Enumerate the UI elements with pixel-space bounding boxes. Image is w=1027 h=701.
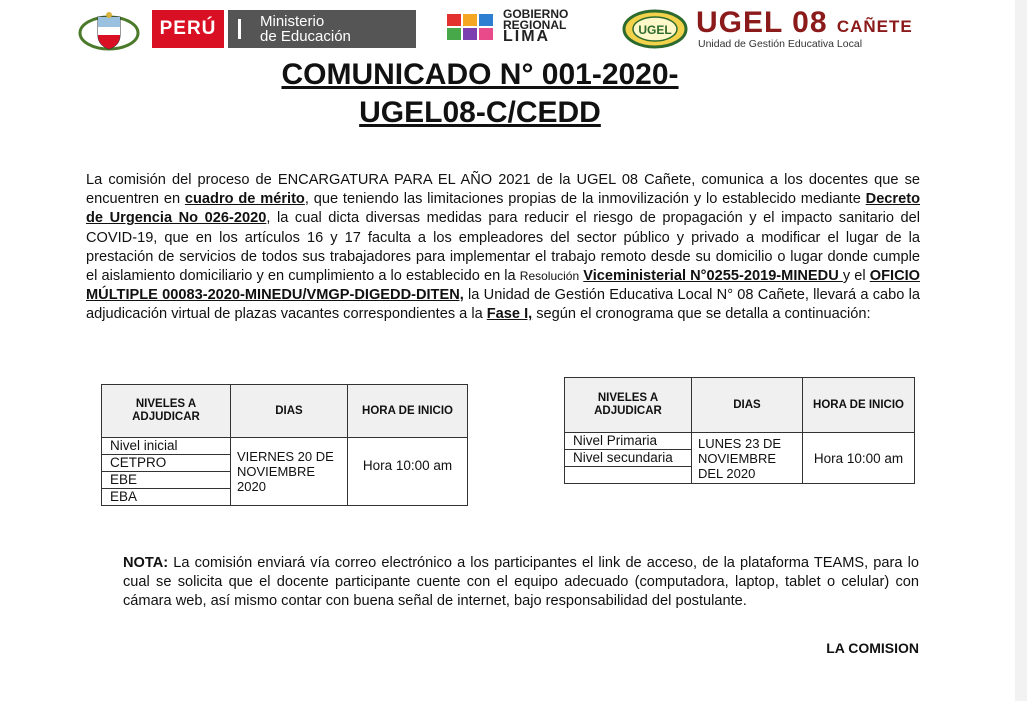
levels-cell	[565, 433, 692, 484]
body-paragraph	[86, 171, 920, 325]
ugel-subtitle: Unidad de Gestión Educativa Local	[698, 38, 863, 50]
table-header: DIAS	[231, 385, 348, 438]
level-item: CETPRO	[102, 455, 230, 472]
level-item: Nivel Primaria	[565, 433, 691, 450]
body-text-2: , que teniendo las limitaciones propias de la inmovilización y lo establecido mediante	[304, 191, 866, 208]
level-item: Nivel secundaria	[565, 450, 691, 467]
body-text-5: la Unidad de Gestión Educativa Local N° 08 Cañete, llevará a cabo la adjudicación virtual de plazas vacantes correspondientes a la	[86, 287, 921, 323]
gobierno-line-3: LIMA	[503, 28, 551, 45]
gobierno-regional-lima-logo-icon	[445, 10, 505, 46]
level-item: EBE	[102, 472, 230, 489]
peru-badge: PERÚ	[152, 10, 224, 48]
ugel-title-main: UGEL 08	[696, 6, 828, 39]
decreto-urgencia: Decreto de Urgencia No 026-2020	[86, 191, 920, 227]
title-line-1: COMUNICADO N° 001-2020-	[281, 58, 679, 91]
levels-cell	[102, 438, 231, 506]
ministerio-line-2: de Educación	[260, 28, 351, 45]
hora-cell: Hora 10:00 am	[803, 433, 915, 484]
table-header: HORA DE INICIO	[348, 385, 468, 438]
ministerio-line-1: Ministerio	[260, 13, 325, 30]
nota-text: La comisión enviará vía correo electrónico a los participantes el link de acceso, de la plataforma TEAMS, para lo cual se solicita que el docente participante cuente con el equipo adecuado (computadora, laptop, tablet o celular) con cámara web, así mismo contar con buena señal de internet, bajo responsabilidad del postulante.	[123, 555, 919, 610]
fase-i: Fase I,	[486, 306, 533, 323]
page-edge	[1015, 0, 1027, 701]
resolucion-viceministerial: Viceministerial N°0255-2019-MINEDU	[583, 268, 843, 285]
schedule-table-2	[564, 377, 915, 484]
gobierno-regional-text	[503, 7, 583, 45]
schedule-table-1	[101, 384, 468, 506]
table-header: NIVELES A ADJUDICAR	[102, 385, 231, 438]
gobierno-line-1: GOBIERNO	[503, 7, 569, 21]
resolucion-label: Resolución	[519, 269, 580, 284]
body-text-1: La comisión del proceso de ENCARGATURA PARA EL AÑO 2021 de la UGEL 08 Cañete, comunica a los docentes que se encuentren en	[86, 172, 920, 208]
nota-label: NOTA:	[123, 555, 169, 571]
level-item	[565, 467, 691, 483]
body-text-3: , la cual dicta diversas medidas para reducir el riesgo de propagación y el impacto sanitario del COVID-19, que en los artículos 16 y 17 faculta a los empleadores del sector público y privado a modificar el lugar de la prestación de servicios de todos sus trabajadores para implementar el trabajo remoto desde su domicilio o lugar donde cumple el aislamiento domiciliario y en cumplimiento a lo establecido en la	[86, 210, 921, 285]
document-title	[0, 56, 960, 132]
title-line-2: UGEL08-C/CEDD	[359, 96, 601, 129]
table-header: HORA DE INICIO	[803, 378, 915, 433]
body-text-6: según el cronograma que se detalla a continuación:	[532, 306, 871, 323]
level-item: Nivel inicial	[102, 438, 230, 455]
level-item: EBA	[110, 489, 138, 504]
peru-coat-of-arms-icon	[78, 9, 140, 51]
ugel-08-seal-icon	[622, 9, 688, 49]
cuadro-de-merito: cuadro de mérito	[184, 191, 305, 208]
dias-cell: VIERNES 20 DE NOVIEMBRE 2020	[231, 438, 348, 506]
oficio-multiple: OFICIO MÚLTIPLE 00083-2020-MINEDU/VMGP-DIGEDD-DITEN,	[86, 268, 921, 304]
hora-cell: Hora 10:00 am	[348, 438, 468, 506]
table-header: DIAS	[692, 378, 803, 433]
nota-paragraph	[123, 554, 919, 612]
signature: LA COMISION	[826, 640, 919, 656]
dias-cell: LUNES 23 DE NOVIEMBRE DEL 2020	[692, 433, 803, 484]
body-text-4: y el	[842, 268, 870, 285]
ugel-seal-text: UGEL	[638, 23, 672, 37]
ministerio-badge	[228, 10, 416, 48]
ugel-title	[696, 6, 913, 40]
letterhead	[78, 6, 938, 54]
gobierno-line-2: REGIONAL	[503, 18, 567, 32]
table-header: NIVELES A ADJUDICAR	[565, 378, 692, 433]
ugel-title-suffix: CAÑETE	[836, 17, 913, 36]
